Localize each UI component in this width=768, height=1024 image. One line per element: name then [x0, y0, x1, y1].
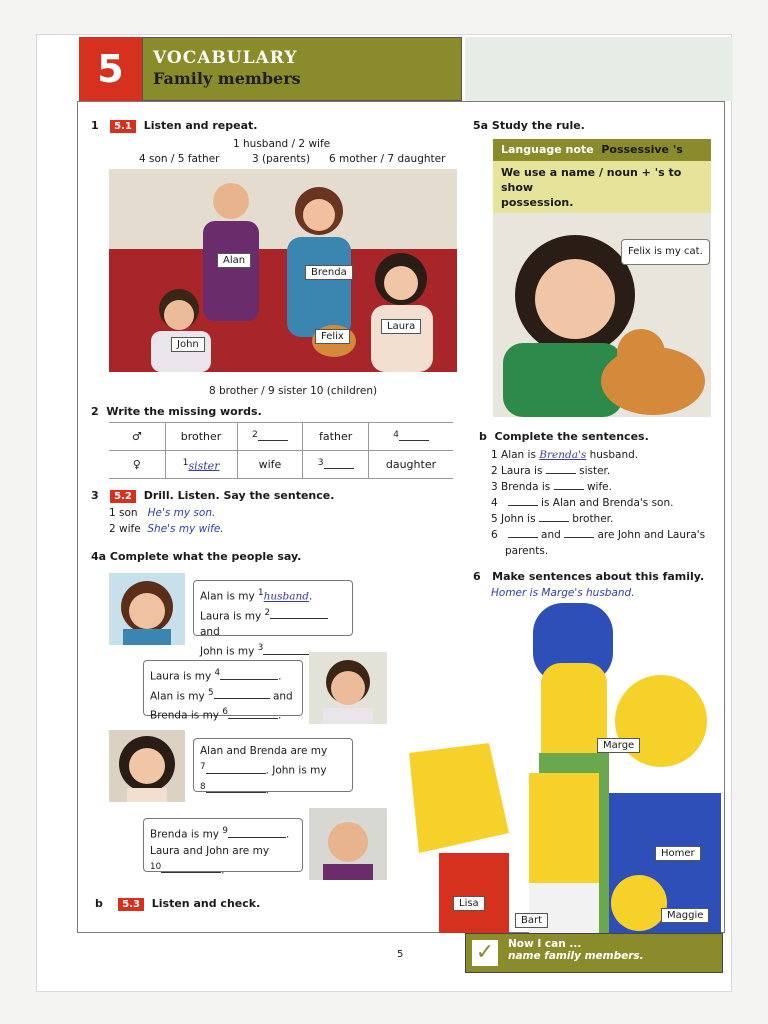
sentence-6[interactable]: 6 and are John and Laura's [491, 529, 706, 541]
cell-blank-4[interactable]: 4 [369, 423, 454, 451]
label-husband-wife: 1 husband / 2 wife [233, 138, 331, 150]
bubble-line[interactable]: $^{10}$ . [150, 861, 225, 876]
bubble-line[interactable]: John is my $^3$ [200, 640, 346, 660]
family-illustration [109, 169, 457, 372]
table-row-female [109, 451, 453, 479]
sentence-3[interactable]: 3 Brenda is wife. [491, 481, 612, 493]
family-photo [109, 169, 457, 372]
bubble-line: Alan is my $^1$husband. [200, 588, 313, 603]
name-label-lisa: Lisa [453, 896, 485, 911]
table-row-male [109, 423, 453, 451]
bubble-line[interactable]: Alan is my $^5$ and [150, 687, 293, 702]
page-number: 5 [397, 949, 404, 960]
name-label-laura: Laura [381, 319, 421, 334]
unit-header [142, 37, 462, 101]
speech-bubble-felix: Felix is my cat. [621, 239, 710, 265]
ex4a-heading: 4a Complete what the people say. [91, 550, 302, 563]
bubble-line[interactable]: $^8$ . [200, 781, 269, 796]
language-note-header: Language note Possessive 's [493, 139, 711, 161]
ex3-heading: 3 5.2 Drill. Listen. Say the sentence. [91, 489, 335, 502]
sentence-4[interactable]: 4 is Alan and Brenda's son. [491, 497, 674, 509]
speech-bubble-alan [143, 818, 303, 876]
name-label-bart: Bart [515, 913, 548, 928]
track-badge: 5.3 [118, 898, 144, 911]
label-son-father: 4 son / 5 father [139, 153, 220, 165]
sentence-2[interactable]: 2 Laura is sister. [491, 465, 611, 477]
ex6-heading: 6 Make sentences about this family. [473, 570, 705, 583]
sentence-5[interactable]: 5 John is brother. [491, 513, 614, 525]
ex3-item-2: 2 wife She's my wife. [109, 523, 224, 535]
ex6-example: Homer is Marge's husband. [491, 587, 635, 599]
bubble-line: Laura and John are my [150, 844, 270, 857]
laura-cat-photo [493, 213, 711, 417]
now-i-can-title: Now I can ... [508, 938, 582, 950]
portrait-brenda [109, 573, 185, 645]
textbook-page [36, 34, 732, 992]
cell-blank-2[interactable]: 2 [237, 423, 303, 451]
ex1-heading: 1 5.1 Listen and repeat. [91, 119, 258, 132]
name-label-maggie: Maggie [661, 908, 709, 923]
now-i-can-text: name family members. [508, 950, 644, 962]
speech-bubble-john [143, 660, 303, 722]
cell-blank-3[interactable]: 3 [303, 451, 369, 479]
unit-number: 5 [79, 37, 142, 101]
checkmark-icon: ✓ [472, 940, 498, 966]
adjacent-page-ghost [465, 37, 733, 101]
name-label-marge: Marge [597, 738, 640, 753]
speech-bubble-laura [193, 738, 353, 796]
cell-daughter: daughter [369, 451, 454, 479]
portrait-alan [309, 808, 387, 880]
cell-sister[interactable]: $^1$sister [165, 451, 237, 479]
name-label-alan: Alan [217, 253, 251, 268]
cell-brother: brother [165, 423, 237, 451]
name-label-homer: Homer [655, 846, 701, 861]
name-label-brenda: Brenda [305, 265, 353, 280]
language-note-body: We use a name / noun + 's to show possession. [493, 161, 711, 213]
name-label-john: John [171, 337, 205, 352]
bubble-line[interactable]: Laura is my $^4$ . [150, 668, 282, 683]
bubble-line[interactable]: Brenda is my $^9$ . [150, 826, 290, 841]
track-badge: 5.2 [110, 490, 136, 503]
track-badge: 5.1 [110, 120, 136, 133]
section-title: VOCABULARY [153, 48, 298, 68]
missing-words-table [109, 422, 453, 479]
ex4b-heading: b 5.3 Listen and check. [95, 897, 261, 910]
bubble-line[interactable]: $^7$ . John is my [200, 762, 327, 777]
label-parents: 3 (parents) [252, 153, 311, 165]
ex5b-sentences: 1 Alan is Brenda's husband. 2 Laura is sister. 3 Brenda is wife. 4 is Alan and Brenda's son. 5 John is brother. 6 and are John and Laura's parents. [491, 447, 721, 559]
male-icon: ♂ [109, 423, 165, 451]
bubble-line: Alan and Brenda are my [200, 745, 328, 757]
name-label-felix: Felix [315, 329, 350, 344]
portrait-john [309, 652, 387, 724]
bubble-line[interactable]: Brenda is my $^6$ . [150, 707, 282, 722]
section-subtitle: Family members [153, 69, 301, 88]
ex5a-heading: 5a Study the rule. [473, 119, 585, 132]
label-mother-daughter: 6 mother / 7 daughter [329, 153, 446, 165]
now-i-can-box [465, 933, 723, 973]
bubble-line[interactable]: Laura is my $^2$ and [200, 605, 346, 641]
ex3-item-1: 1 son He's my son. [109, 507, 216, 519]
speech-bubble-brenda [193, 580, 353, 658]
female-icon: ♀ [109, 451, 165, 479]
ex5b-heading: b Complete the sentences. [479, 430, 649, 443]
simpsons-illustration [399, 603, 725, 933]
cell-wife: wife [237, 451, 303, 479]
label-brother-sister-children: 8 brother / 9 sister 10 (children) [209, 385, 378, 397]
sentence-1: 1 Alan is Brenda's husband. [491, 449, 639, 461]
ex2-heading: 2 Write the missing words. [91, 405, 262, 418]
cell-father: father [303, 423, 369, 451]
portrait-laura [109, 730, 185, 802]
